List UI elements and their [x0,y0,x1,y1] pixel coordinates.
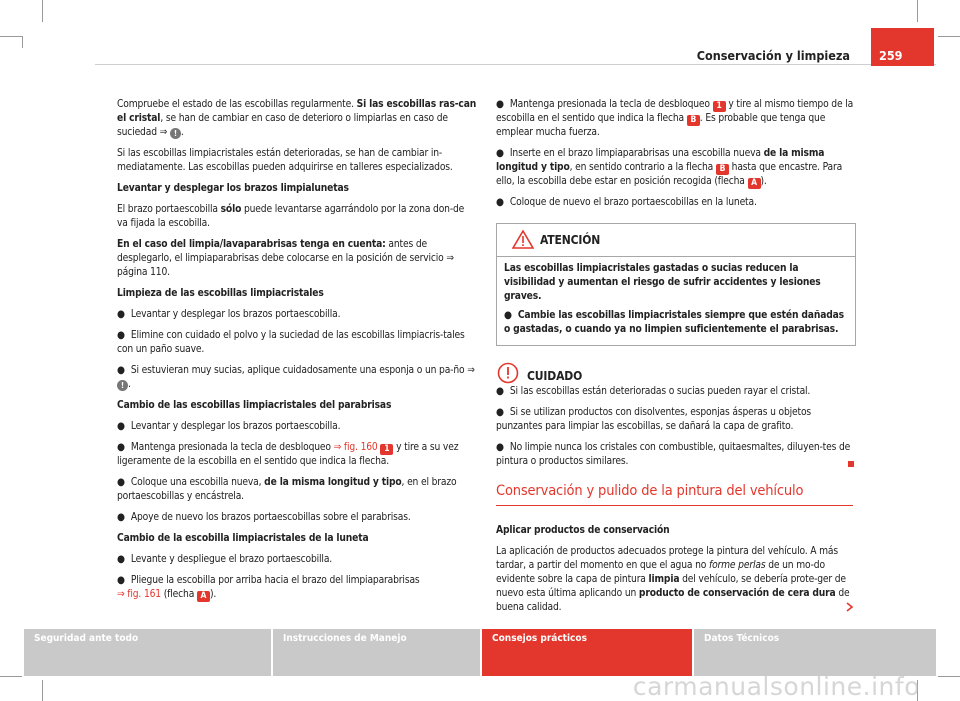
left-column [117,98,477,609]
list-item: ● Levante y despliegue el brazo portaescobilla. [117,554,333,565]
caution-ref-icon: ! [170,128,181,139]
list-item: ● Levantar y desplegar los brazos portaescobilla. [117,421,341,432]
footer-tab-datos[interactable] [694,629,936,676]
list-item: ● Coloque una escobilla nueva, de la misma longitud y tipo, en el brazo portaescobillas y encástrela. [117,477,457,502]
crop-mark [917,0,918,22]
callout-badge: B [716,164,729,175]
list-item: ● No limpie nunca los cristales con combustible, quitaesmaltes, diluyen-tes de pintura o productos similares. [496,441,856,469]
list-item: ● Mantenga presionada la tecla de desbloqueo 1 y tire al mismo tiempo de la escobilla en el sentido que indica la flecha B . Es probable que tenga que emplear mucha fuerza. [496,99,854,138]
footer-tab-instrucciones[interactable] [273,629,480,676]
callout-badge: 1 [380,444,393,455]
continue-arrow-icon [846,602,854,612]
warning-body [497,257,855,345]
subheading: Cambio de las escobillas limpiacristales del parabrisas [117,400,392,411]
crop-mark [42,680,43,701]
footer-tab-label: Consejos prácticos [492,633,587,644]
footer-tab-label: Datos Técnicos [704,633,780,644]
section-rule [496,505,853,506]
paragraph: Si las escobillas limpiacristales están deterioradas, se han de cambiar in-mediatamente. Las escobillas pueden adquirirse en talleres especializados. [117,148,453,173]
list-item: ● Pliegue la escobilla por arriba hacia el brazo del limpiaparabrisas ⇒ fig. 161 (flecha A ). [117,575,420,601]
list-item: ● Coloque de nuevo el brazo portaescobillas en la luneta. [496,197,757,208]
list-item: ● Levantar y desplegar los brazos portaescobilla. [117,309,341,320]
callout-badge: A [197,591,210,602]
callout-badge: A [748,178,761,189]
list-item: ● Si se utilizan productos con disolventes, esponjas ásperas u objetos punzantes para limpiar las escobillas, se dañará la capa de grafito. [496,407,812,432]
figure-link[interactable]: ⇒ fig. 160 [333,442,378,453]
subheading: Levantar y desplegar los brazos limpialunetas [117,183,349,194]
end-marker-icon [848,461,854,467]
right-column [496,98,856,622]
crop-mark [0,36,22,37]
caution-ref-icon: ! [117,380,128,391]
list-item: ● Si las escobillas están deterioradas o sucias pueden rayar el cristal. [496,386,811,397]
watermark: carmanualsonline.info [632,672,920,701]
paragraph: Compruebe el estado de las escobillas regularmente. Si las escobillas ras-can el cristal, se han de cambiar en caso de deterioro o limpiarlas en caso de suciedad ⇒ ! . [117,99,477,138]
crop-mark [938,36,960,37]
warning-header [497,224,855,257]
callout-badge: B [687,115,700,126]
paragraph: La aplicación de productos adecuados protege la pintura del vehículo. A más tardar, a partir del momento en que el agua no forme perlas de un mo-do evidente sobre la capa de pintura limpia del vehículo, se debería prote-ger de nuevo esta última aplicando un producto de conservación de cera dura de buena calidad. [496,545,856,615]
section-title: Conservación y pulido de la pintura del vehículo [496,483,804,499]
page-number: 259 [879,48,903,63]
list-item: ● Inserte en el brazo limpiaparabrisas una escobilla nueva de la misma longitud y tipo, en sentido contrario a la flecha B hasta que encastre. Para ello, la escobilla debe estar en posición recogida (flecha A ). [496,148,843,188]
footer-tab-label: Instrucciones de Manejo [283,633,407,644]
crop-mark [938,676,960,677]
warning-box [496,223,856,346]
warning-triangle-icon [512,230,534,249]
crop-mark [42,0,43,22]
list-item: ● Mantenga presionada la tecla de desbloqueo ⇒ fig. 160 1 y tire a su vez ligeramente de la escobilla en el sentido que indica la flecha. [117,442,459,467]
subheading: Aplicar productos de conservación [496,525,670,537]
warning-title: ATENCIÓN [540,233,601,247]
running-header: Conservación y limpieza [696,48,850,63]
footer-tab-consejos[interactable] [482,629,692,676]
crop-mark [22,36,23,48]
list-item: ● Elimine con cuidado el polvo y la suciedad de las escobillas limpiacris-tales con un paño suave. [117,330,465,355]
callout-badge: 1 [713,101,726,112]
list-item: ● Apoye de nuevo los brazos portaescobillas sobre el parabrisas. [117,512,411,523]
paragraph: El brazo portaescobilla sólo puede levantarse agarrándolo por la zona don-de va fijada la escobilla. [117,204,465,229]
warning-text: Las escobillas limpiacristales gastadas o sucias reducen la visibilidad y aumentan el riesgo de sufrir accidentes y lesiones graves. [504,263,821,302]
subheading: Cambio de la escobilla limpiacristales de la luneta [117,533,369,544]
figure-link[interactable]: ⇒ fig. 161 [117,589,161,600]
caution-title: CUIDADO [527,369,583,383]
header-rule [95,64,936,65]
caution-header [496,359,856,385]
page-number-box [871,28,934,66]
list-item: ● Si estuvieran muy sucias, aplique cuidadosamente una esponja o un pa-ño ⇒ ! . [117,365,475,390]
warning-text: ● Cambie las escobillas limpiacristales siempre que estén dañadas o gastadas, o cuando ya no limpien suficientemente el parabrisas. [504,310,844,335]
footer-tab-seguridad[interactable] [24,629,271,676]
paragraph: En el caso del limpia/lavaparabrisas tenga en cuenta: antes de desplegarlo, el limpiaparabrisas debe colocarse en la posición de servicio ⇒ página 110. [117,239,454,278]
subheading: Limpieza de las escobillas limpiacristales [117,288,324,299]
crop-mark [0,676,22,677]
footer-tab-label: Seguridad ante todo [34,633,139,644]
caution-icon [497,362,519,384]
